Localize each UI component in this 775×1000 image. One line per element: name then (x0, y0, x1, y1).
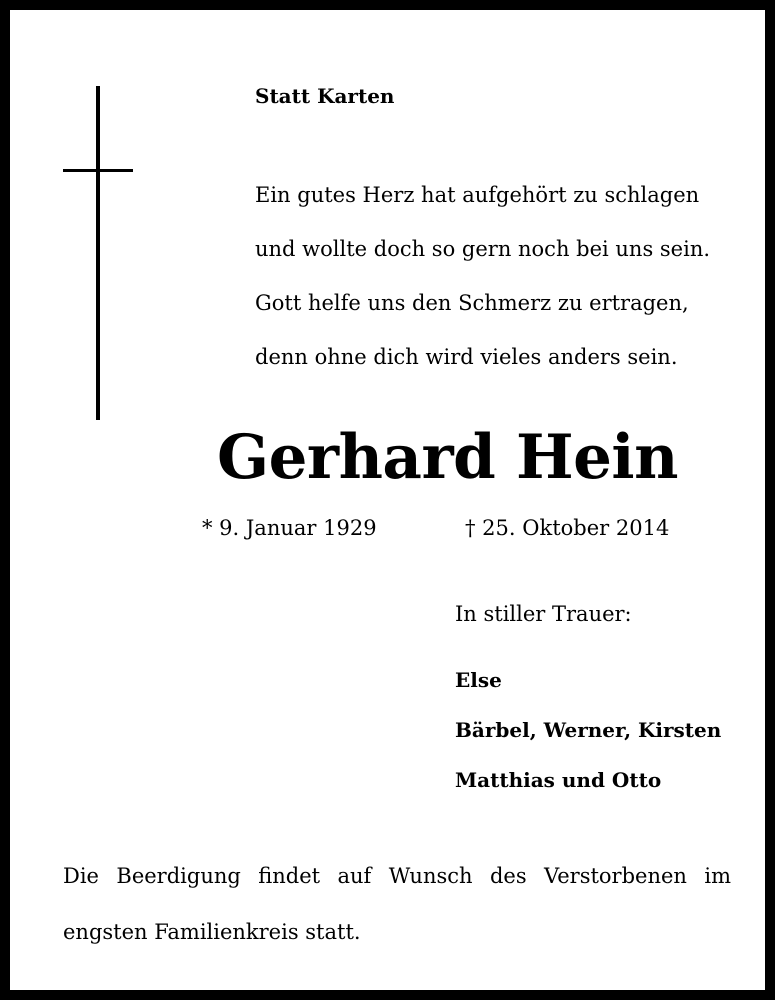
death-date: † 25. Oktober 2014 (465, 516, 670, 540)
mourner-name: Else (455, 668, 502, 692)
funeral-notice (63, 848, 731, 960)
birth-date: * 9. Januar 1929 (202, 516, 377, 540)
poem-line: Gott helfe uns den Schmerz zu ertragen, (255, 291, 689, 315)
cross-icon-crossbar (63, 169, 133, 172)
poem-line: Ein gutes Herz hat aufgehört zu schlagen (255, 183, 700, 207)
header-statt-karten: Statt Karten (255, 84, 395, 108)
mourning-intro: In stiller Trauer: (455, 602, 632, 626)
poem-line: und wollte doch so gern noch bei uns sein. (255, 237, 711, 261)
poem-line: denn ohne dich wird vieles anders sein. (255, 345, 678, 369)
mourners-list (455, 657, 721, 807)
funeral-notice-line: Die Beerdigung findet auf Wunsch des Verstorbenen im (63, 864, 731, 888)
cross-icon (96, 86, 100, 420)
deceased-name: Gerhard Hein (217, 422, 678, 493)
mourner-name: Bärbel, Werner, Kirsten (455, 718, 722, 742)
funeral-notice-line: engsten Familienkreis statt. (63, 920, 361, 944)
mourner-name: Matthias und Otto (455, 768, 662, 792)
poem (255, 168, 755, 384)
